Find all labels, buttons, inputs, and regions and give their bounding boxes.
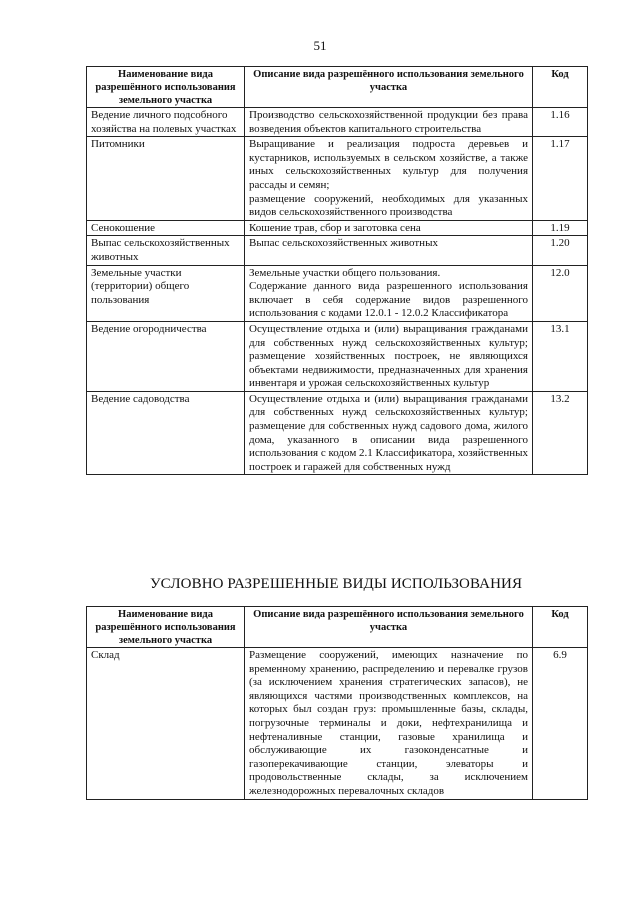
- table-row: [87, 108, 588, 137]
- use-description-cell: [245, 321, 533, 391]
- use-description-cell: [245, 220, 533, 236]
- use-name-cell: Ведение огородничества: [87, 321, 245, 391]
- description-paragraph: Выращивание и реализация подроста деревьев и кустарников, используемых в сельском хозяйстве, а также иных сельскохозяйственных культур для получения рассады и семян;: [249, 138, 528, 191]
- header-code: Код: [533, 67, 588, 108]
- header-description: Описание вида разрешённого использования земельного участка: [245, 67, 533, 108]
- use-code-cell: 1.20: [533, 236, 588, 265]
- description-paragraph: Осуществление отдыха и (или) выращивания гражданами для собственных нужд сельскохозяйственных культур; размещение для собственных нужд садового дома, жилого дома, указанного в описании вида разрешенного использования с кодом 2.1 Классификатора, хозяйственных построек и гаражей для собственных нужд: [249, 392, 528, 473]
- use-name-cell: Сенокошение: [87, 220, 245, 236]
- use-name-cell: Склад: [87, 648, 245, 800]
- header-name: Наименование вида разрешённого использования земельного участка: [87, 607, 245, 648]
- table-row: [87, 391, 588, 475]
- conditional-use-table: [86, 606, 588, 800]
- use-name-cell: Выпас сельскохозяйственных животных: [87, 236, 245, 265]
- description-paragraph: размещение сооружений, необходимых для указанных видов сельскохозяйственного производства: [249, 192, 528, 219]
- use-description-cell: [245, 648, 533, 800]
- description-paragraph: Осуществление отдыха и (или) выращивания гражданами для собственных нужд сельскохозяйственных культур; размещение хозяйственных построек, не являющихся объектами недвижимости, предназначенных для хранения инвентаря и урожая сельскохозяйственных культур: [249, 322, 528, 390]
- table-body: [87, 648, 588, 800]
- description-paragraph: Земельные участки общего пользования.: [249, 266, 441, 279]
- table-body: [87, 108, 588, 475]
- header-code: Код: [533, 607, 588, 648]
- description-paragraph: Выпас сельскохозяйственных животных: [249, 237, 438, 250]
- use-code-cell: 1.16: [533, 108, 588, 137]
- permitted-use-table: [86, 66, 588, 475]
- table-header-row: [87, 607, 588, 648]
- use-description-cell: [245, 108, 533, 137]
- use-name-cell: Питомники: [87, 137, 245, 221]
- table-row: [87, 220, 588, 236]
- header-description: Описание вида разрешённого использования земельного участка: [245, 607, 533, 648]
- table-row: [87, 321, 588, 391]
- use-description-cell: [245, 236, 533, 265]
- description-paragraph: Кошение трав, сбор и заготовка сена: [249, 221, 421, 234]
- use-code-cell: 13.1: [533, 321, 588, 391]
- page-number: 51: [313, 38, 327, 53]
- use-name-cell: Ведение личного подсобного хозяйства на полевых участках: [87, 108, 245, 137]
- table-row: [87, 137, 588, 221]
- use-code-cell: 6.9: [533, 648, 588, 800]
- use-name-cell: Земельные участки (территории) общего пользования: [87, 265, 245, 321]
- table-row: [87, 648, 588, 800]
- use-code-cell: 13.2: [533, 391, 588, 475]
- use-code-cell: 1.19: [533, 220, 588, 236]
- use-description-cell: [245, 137, 533, 221]
- use-description-cell: [245, 391, 533, 475]
- description-paragraph: Содержание данного вида разрешенного использования включает в себя содержание видов разрешенного использования с кодами 12.0.1 - 12.0.2 Классификатора: [249, 280, 528, 320]
- use-name-cell: Ведение садоводства: [87, 391, 245, 475]
- description-paragraph: Размещение сооружений, имеющих назначение по временному хранению, распределению и перевалке грузов (за исключением хранения стратегических запасов), не являющихся частями производственных комплексов, на которых был создан груз: промышленные базы, склады, погрузочные терминалы и доки, нефтехранилища и нефтеналивные станции, газовые хранилища и обслуживающие их газоконденсатные и газоперекачивающие станции, элеваторы и продовольственные склады, за исключением железнодорожных перевалочных складов: [249, 649, 528, 797]
- description-paragraph: Производство сельскохозяйственной продукции без права возведения объектов капитального строительства: [249, 109, 528, 135]
- use-code-cell: 12.0: [533, 265, 588, 321]
- table-row: [87, 265, 588, 321]
- use-code-cell: 1.17: [533, 137, 588, 221]
- section-heading: УСЛОВНО РАЗРЕШЕННЫЕ ВИДЫ ИСПОЛЬЗОВАНИЯ: [149, 576, 523, 592]
- table-row: [87, 236, 588, 265]
- table-header-row: [87, 67, 588, 108]
- use-description-cell: [245, 265, 533, 321]
- header-name: Наименование вида разрешённого использования земельного участка: [87, 67, 245, 108]
